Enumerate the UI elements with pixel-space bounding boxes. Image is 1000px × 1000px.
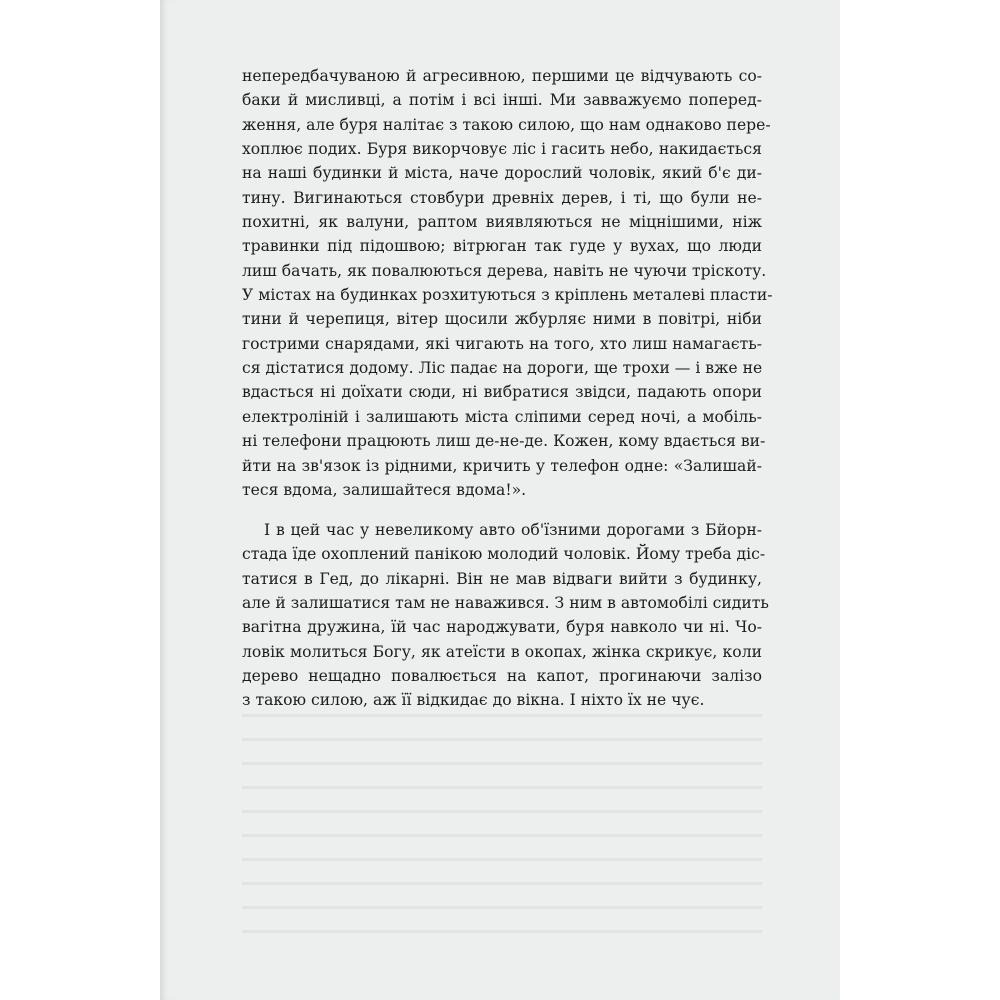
- text-line: ні телефони працюють лиш де-не-де. Кожен, кому вдається ви-: [242, 432, 766, 451]
- text-line: теся вдома, залишайтеся вдома!».: [242, 480, 527, 499]
- text-line: У містах на будинках розхитуються з кріплень металеві пласти-: [242, 286, 773, 305]
- text-line: похитні, як валуни, раптом виявляються не міцнішими, ніж: [242, 213, 762, 232]
- text-line: непередбачуваною й агресивною, першими це відчувають со-: [242, 67, 762, 85]
- text-line: на наші будинки й міста, наче дорослий чоловік, який б'є ди-: [242, 164, 762, 183]
- text-line: лиш бачать, як повалюються дерева, навіть не чуючи тріскоту.: [242, 261, 767, 280]
- book-page: [160, 0, 840, 1000]
- text-line: татися в Гед, до лікарні. Він не мав відваги вийти з будинку,: [242, 569, 762, 588]
- text-line: ження, але буря налітає з такою силою, що нам однаково пере-: [242, 115, 771, 134]
- text-line: дерево нещадно повалюється на капот, прогинаючи залізо: [242, 667, 762, 686]
- text-line: ся дістатися додому. Ліс падає на дороги, ще трохи — і вже не: [242, 359, 763, 378]
- show-through-text: [242, 700, 762, 940]
- text-line: вагітна дружина, їй час народжувати, буря навколо чи ні. Чо-: [242, 618, 762, 637]
- text-line: тину. Вигинаються стовбури древніх дерев, і ті, що були не-: [242, 188, 762, 207]
- text-line: але й залишатися там не наважився. З ним в автомобілі сидить: [242, 594, 769, 613]
- text-line: з такою силою, аж її відкидає до вікна. І ніхто їх не чує.: [242, 691, 705, 710]
- text-line: гострими снарядами, які чигають на того, хто лиш намагаєть-: [242, 334, 762, 353]
- text-line: йти на зв'язок із рідними, кричить у телефон одне: «Залишай-: [242, 456, 762, 475]
- text-line: І в цей час у невеликому авто об'їзними дорогами з Бйорн-: [264, 521, 762, 539]
- text-line: баки й мисливці, а потім і всі інші. Ми завважуємо поперед-: [242, 91, 762, 110]
- text-line: хоплює подих. Буря викорчовує ліс і гасить небо, накидається: [242, 140, 762, 159]
- paragraph-car: [242, 518, 769, 713]
- text-line: ловік молиться Богу, як атеїсти в окопах, жінка скрикує, коли: [242, 642, 762, 661]
- text-line: травинки під підошвою; вітрюган так гуде у вухах, що люди: [242, 237, 762, 256]
- text-line: вдасться ні доїхати сюди, ні вибратися звідси, падають опори: [242, 383, 762, 402]
- text-line: стада їде охоплений панікою молодий чоловік. Йому треба діс-: [242, 545, 766, 564]
- text-line: тини й черепиця, вітер щосили жбурляє ними в повітрі, ніби: [242, 310, 762, 329]
- text-line: електроліній і залишають міста сліпими серед ночі, а мобіль-: [242, 407, 762, 426]
- paragraph-storm: [242, 64, 773, 502]
